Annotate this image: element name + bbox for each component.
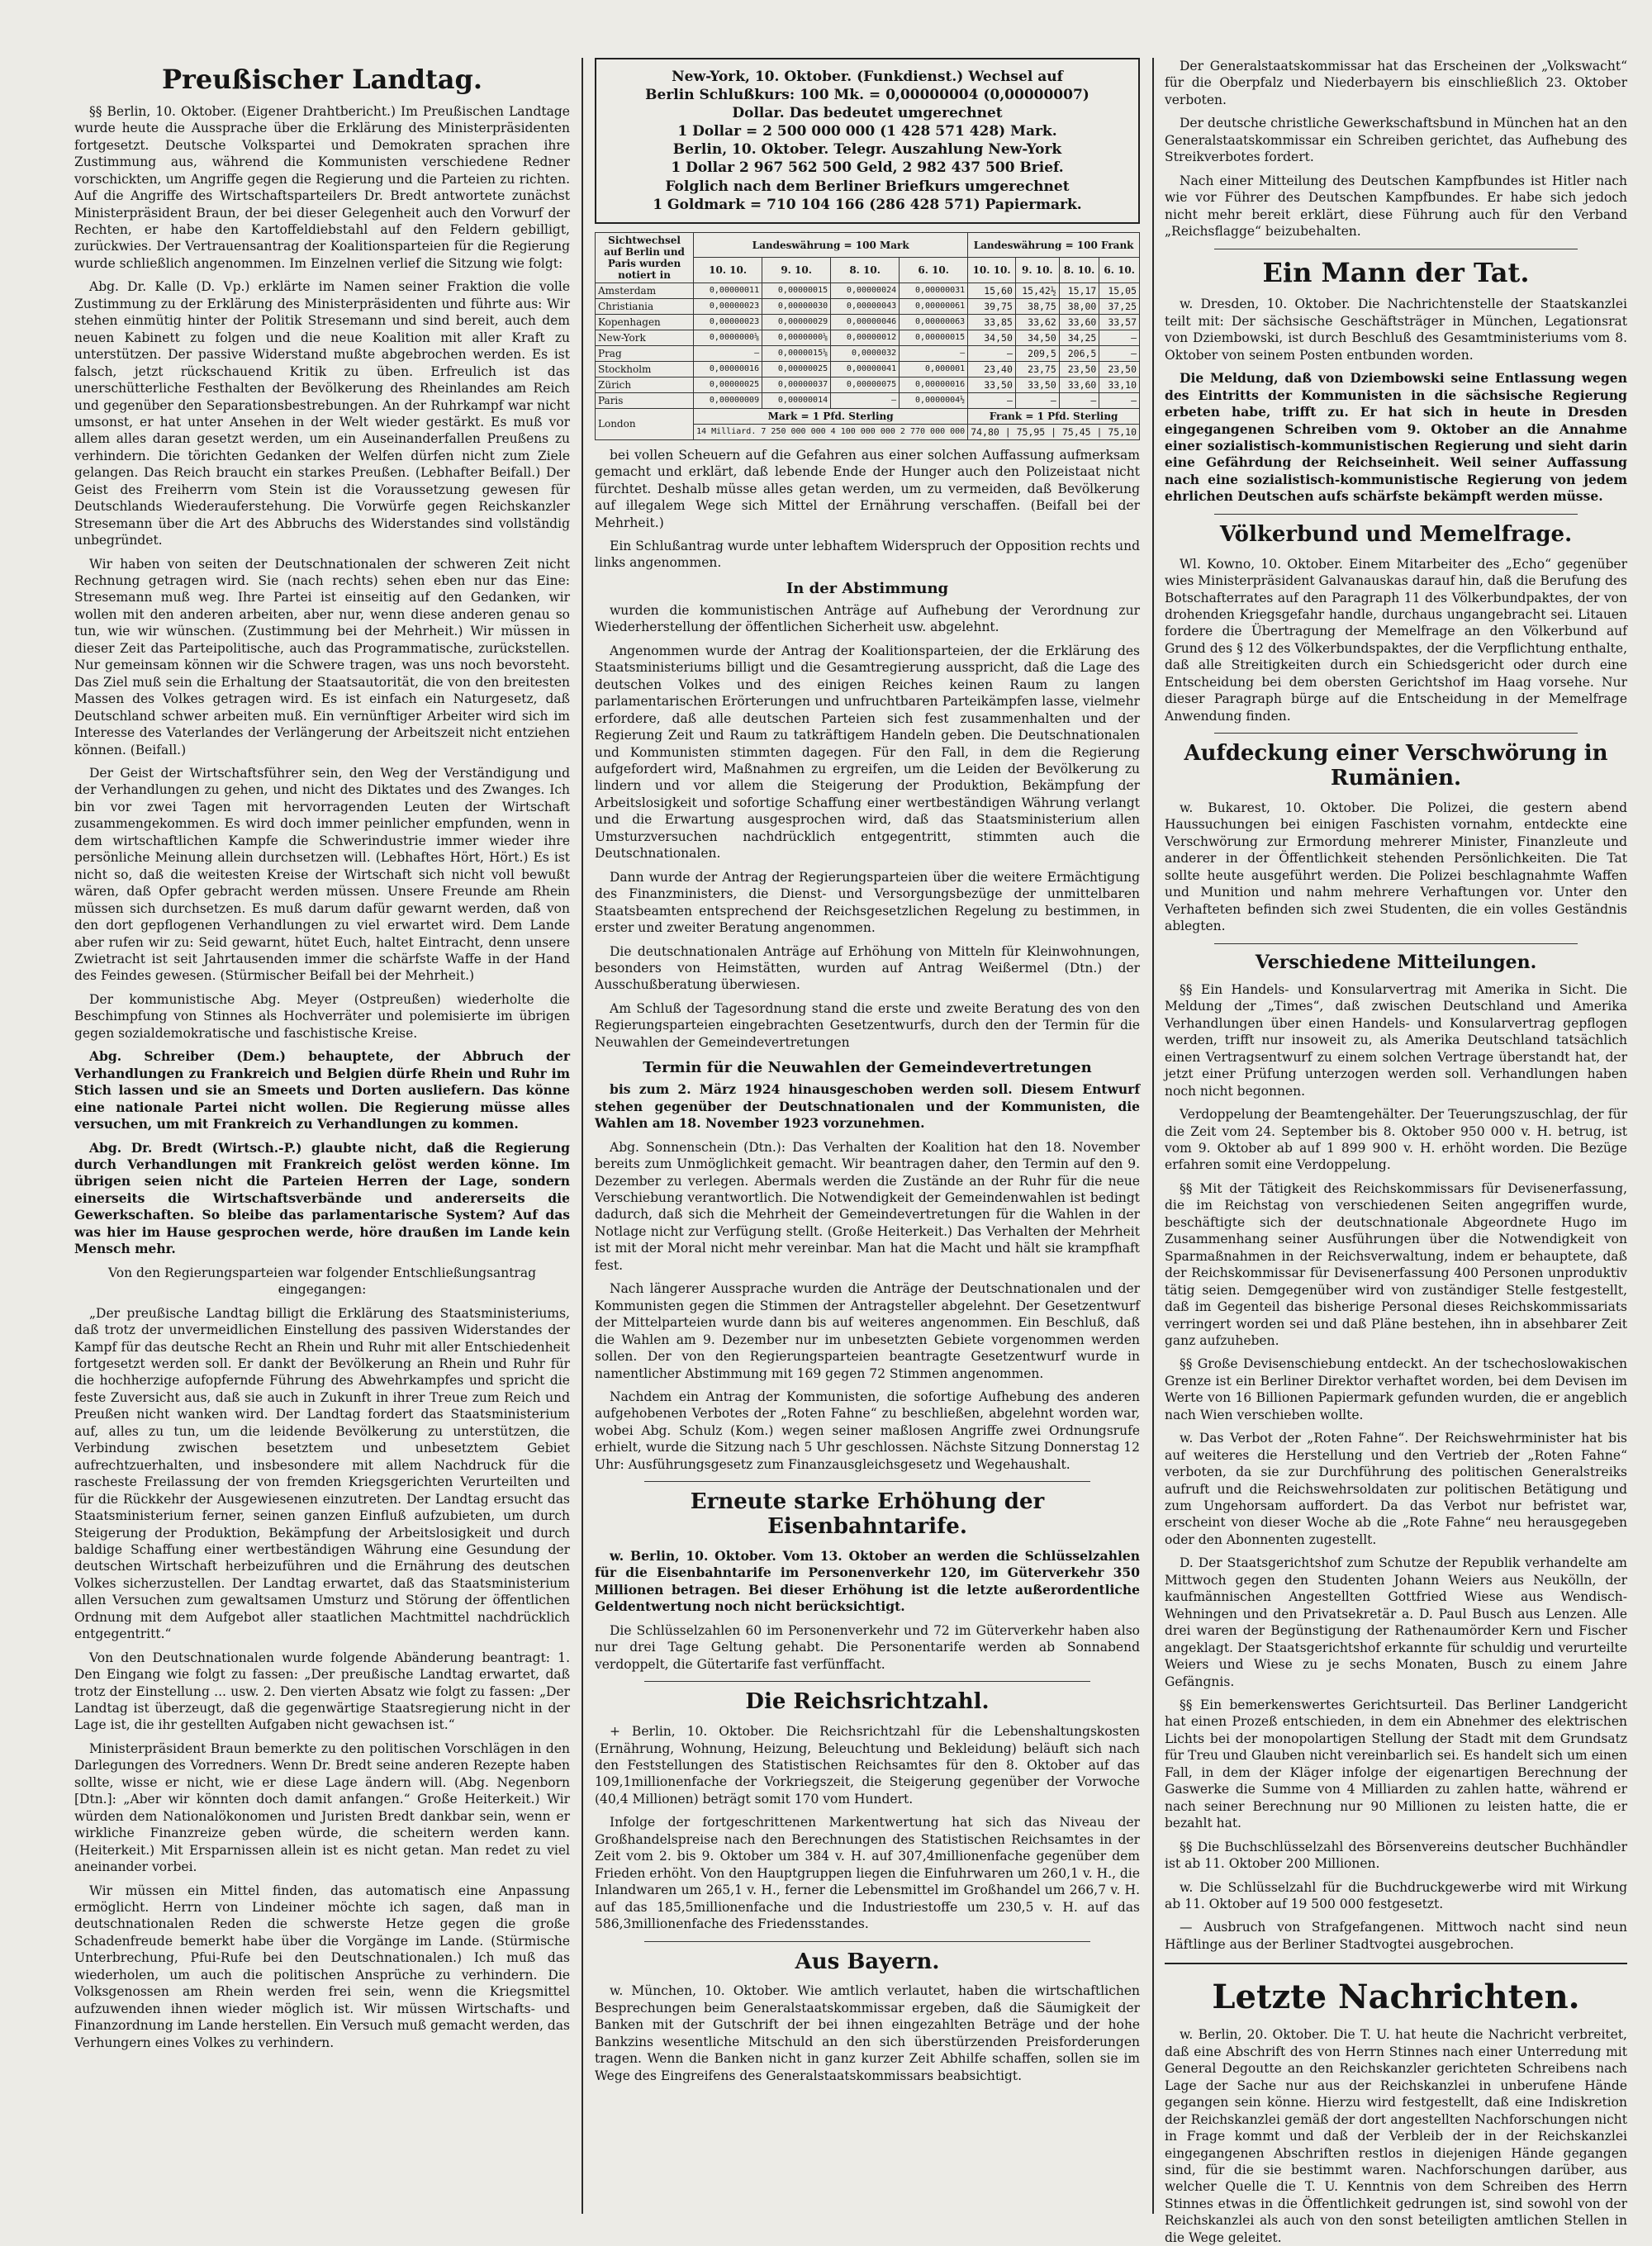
article-paragraph: Abg. Schreiber (Dem.) behauptete, der Abbruch der Verhandlungen zu Frankreich und Belgien dürfe Rhein und Ruhr im Stich lassen und sie an Smeets und Dorten ausliefern. Das könne eine nationale Partei nicht wollen. Die Regierung müsse alles versuchen, um mit Frankreich zu Verhandlungen zu kommen. <box>74 1048 570 1132</box>
article-paragraph: bei vollen Scheuern auf die Gefahren aus einer solchen Auffassung aufmerksam gemacht und erklärt, daß lebende Ende der Hunger auch den Polizeistaat nicht fürchtet. Deshalb müsse alles getan werden, um zu vermeiden, daß Bevölkerung auf illegalem Wege sich Mittel der Ernährung verschaffen. (Beifall bei der Mehrheit.) <box>595 447 1140 530</box>
date-header: 8. 10. <box>1059 258 1099 283</box>
column-rule <box>1152 58 1154 2214</box>
table-cell: 0,0000015⅛ <box>762 345 831 361</box>
table-cell: 38,00 <box>1059 298 1099 314</box>
article-paragraph: Nach längerer Aussprache wurden die Anträge der Deutschnationalen und der Kommunisten gegen die Stimmen der Antragsteller abgelehnt. Der Gesetzentwurf der Mittelparteien wurde dann bis auf weiteres angenommen. Ein Beschluß, daß die Wahlen am 9. Dezember nur im unbesetzten Gebiete vorgenommen werden sollen. Der von den Regierungsparteien beantragte Gesetzentwurf wurde in namentlicher Abstimmung mit 169 gegen 72 Stimmen angenommen. <box>595 1281 1140 1381</box>
table-header: Mark = 1 Pfd. Sterling <box>694 408 968 424</box>
table-cell: — <box>1099 330 1140 345</box>
table-header: Frank = 1 Pfd. Sterling <box>968 408 1140 424</box>
table-cell: 15,60 <box>968 283 1016 298</box>
headline-verschwoerung-rumaenien: Aufdeckung einer Verschwörung in Rumänien. <box>1184 741 1608 791</box>
divider <box>644 1681 1090 1682</box>
headline-verschiedene-mitteilungen: Verschiedene Mitteilungen. <box>1255 951 1537 973</box>
article-paragraph: Abg. Sonnenschein (Dtn.): Das Verhalten der Koalition hat den 18. November bereits zum Unmöglichkeit gemacht. Wir beantragen daher, den Termin auf den 9. Dezember zu verlegen. Abermals werden die Zustände an der Ruhr für die neue Verschiebung verantwortlich. Die Notwendigkeit der Gemeindenwahlen ist bedingt dadurch, daß sich die Mehrheit der Gemeindevertretungen für die Wahlen in der Notlage nicht zur Verfügung stellt. (Große Heiterkeit.) Das Verhalten der Mehrheit ist mit der Moral nicht mehr vereinbar. Man hat die Macht und hält sie krampfhaft fest. <box>595 1139 1140 1273</box>
table-cell: 33,50 <box>1015 377 1059 392</box>
article-paragraph: w. Das Verbot der „Roten Fahne“. Der Reichswehrminister hat bis auf weiteres die Herstellung und den Vertrieb der „Roten Fahne“ verboten, da sie zur Durchführung des politischen Generalstreiks aufruft und die Reichswehrsoldaten zur politischen Betätigung und zum Ungehorsam auffordert. Da das Verbot nur befristet war, erscheint von dieser Woche ab die „Rote Fahne“ neu herausgegeben oder den Abonnenten zugestellt. <box>1165 1431 1627 1547</box>
article-paragraph: — Ausbruch von Strafgefangenen. Mittwoch nacht sind neun Häftlinge aus der Berliner Stadtvogtei ausgebrochen. <box>1165 1920 1627 1952</box>
table-cell: 0,00000063 <box>900 314 968 330</box>
table-cell: 23,40 <box>968 361 1016 377</box>
date-header: 10. 10. <box>968 258 1016 283</box>
article-paragraph: §§ Große Devisenschiebung entdeckt. An der tschechoslowakischen Grenze ist ein Berliner Direktor verhaftet worden, bei dem Devisen im Werte von 16 Billionen Papiermark gefunden wurden, die er angeblich nach Wien verschieben wollte. <box>1165 1356 1627 1422</box>
column-rule <box>582 58 583 2214</box>
table-cell: 34,25 <box>1059 330 1099 345</box>
table-cell: 0,00000012 <box>831 330 900 345</box>
table-cell: 38,75 <box>1015 298 1059 314</box>
subheading: Termin für die Neuwahlen der Gemeindevertretungen <box>643 1059 1092 1077</box>
article-paragraph: w. Dresden, 10. Oktober. Die Nachrichtenstelle der Staatskanzlei teilt mit: Der sächsische Geschäftsträger in München, Legationsrat von Dziembowski, ist durch Beschluß des Gesamtministeriums vom 8. Oktober von seinem Posten entbunden worden. <box>1165 297 1627 363</box>
table-cell: — <box>1015 392 1059 408</box>
box-line: Folglich nach dem Berliner Briefkurs umgerechnet <box>665 178 1070 195</box>
article-paragraph: D. Der Staatsgerichtshof zum Schutze der Republik verhandelte am Mittwoch gegen den Studenten Johann Weiers aus Neukölln, der kaufmännischen Angestellten Gottfried Wiese aus Wendisch-Wehningen und den Privatsekretär a. D. Paul Busch aus Lenzen. Alle drei waren der Begünstigung der Rathenaumörder Kern und Fischer angeklagt. Der Staatsgerichtshof erkannte für schuldig und verurteilte Weiers und Wiese zu je sechs Monaten, Busch zu einem Jahre Gefängnis. <box>1165 1555 1627 1689</box>
article-paragraph: Verdoppelung der Beamtengehälter. Der Teuerungszuschlag, der für die Zeit vom 24. September bis 8. Oktober 950 000 v. H. betrug, ist vom 9. Oktober ab auf 1 899 900 v. H. erhöht worden. Die Bezüge erfahren somit eine Verdoppelung. <box>1165 1107 1627 1173</box>
article-paragraph: w. Berlin, 10. Oktober. Vom 13. Oktober an werden die Schlüsselzahlen für die Eisenbahntarife im Personenverkehr 120, im Güterverkehr 350 Millionen betragen. Bei dieser Erhöhung ist die letzte außerordentliche Geldentwertung noch nicht berücksichtigt. <box>595 1548 1140 1615</box>
table-cell: 0,00000023 <box>694 298 762 314</box>
headline-aus-bayern: Aus Bayern. <box>795 1949 940 1974</box>
article-paragraph: Infolge der fortgeschrittenen Markentwertung hat sich das Niveau der Großhandelspreise nach den Berechnungen des Statistischen Reichsamtes in der Zeit vom 2. bis 9. Oktober um 384 v. H. auf 307,4millionenfache gegenüber dem Frieden erhöht. Von den Hauptgruppen liegen die Einfuhrwaren um 260,1 v. H., die Inlandwaren um 265,1 v. H., ferner die Lebensmittel im Großhandel um 266,7 v. H. auf das 185,5millionenfache und die Industriestoffe um 230,5 v. H. auf das 586,3millionenfache des Friedensstandes. <box>595 1815 1140 1932</box>
article-paragraph: Wir müssen ein Mittel finden, das automatisch eine Anpassung ermöglicht. Herrn von Lindeiner möchte ich sagen, daß man in deutschnationalen Reden die schwerste Hetze gegen die große Schadenfreude bemerkt habe über die Vorgänge im Lande. (Stürmische Unterbrechung, Pfui-Rufe bei den Deutschnationalen.) Ich muß das wiederholen, um auch die politischen Ansprüche zu verhindern. Die Volksgenossen am Rhein werden frei sein, wenn die Kriegsmittel aufzuwenden ihnen wieder möglich ist. Wir müssen Wirtschafts- und Finanzordnung im Lande herstellen. Ein Versuch muß gemacht werden, das Verhungern eines Volkes zu verhindern. <box>74 1883 570 2050</box>
article-paragraph: Abg. Dr. Bredt (Wirtsch.-P.) glaubte nicht, daß die Regierung durch Verhandlungen mit Frankreich gelöst werden könne. Im übrigen seien nicht die Parteien Herren der Lage, sondern einerseits die Wirtschaftsverbände und andererseits die Gewerkschaften. So bleibe das parlamentarische System? Auf das was hier im Hause gesprochen werde, höre draußen im Lande kein Mensch mehr. <box>74 1139 570 1257</box>
table-cell: 0,00000015 <box>900 330 968 345</box>
article-paragraph: Angenommen wurde der Antrag der Koalitionsparteien, der die Erklärung des Staatsministeriums billigt und die Gesamtregierung ausspricht, daß die Lage des deutschen Volkes und des einigen Reiches keinen Raum zu langen parlamentarischen Erörterungen und unfruchtbaren Parteikämpfen lasse, vielmehr erfordere, daß alle deutschen Parteien sich fest zusammenhalten und der Regierung Zeit und Raum zu tatkräftigem Handeln geben. Die Deutschnationalen und Kommunisten stimmten dagegen. Für den Fall, in dem die Regierung aufgefordert wird, Maßnahmen zu ergreifen, um die Leiden der Bevölkerung zu lindern und vor allem die Steigerung der Produktion, Bekämpfung der Arbeitslosigkeit und sofortige Schaffung einer wertbeständigen Währung verlangt und die Erwartung ausgesprochen wird, daß das Staatsministerium allen Umsturzversuchen nachdrücklich entgegentritt, stimmten auch die Deutschnationalen. <box>595 643 1140 862</box>
box-line: 1 Dollar 2 967 562 500 Geld, 2 982 437 500 Brief. <box>671 159 1064 177</box>
table-cell: Prag <box>596 345 694 361</box>
box-line: 1 Dollar = 2 500 000 000 (1 428 571 428) Mark. <box>677 123 1057 140</box>
divider <box>1214 733 1578 734</box>
exchange-rate-box <box>595 58 1140 224</box>
table-cell: New-York <box>596 330 694 345</box>
date-header: 6. 10. <box>1099 258 1140 283</box>
table-cell: 33,60 <box>1059 377 1099 392</box>
table-cell: 33,62 <box>1015 314 1059 330</box>
table-cell: 33,10 <box>1099 377 1140 392</box>
table-cell: Amsterdam <box>596 283 694 298</box>
table-cell: 0,00000046 <box>831 314 900 330</box>
table-cell: 0,00000024 <box>831 283 900 298</box>
article-paragraph: Von den Regierungsparteien war folgender Entschließungsantrag eingegangen: <box>107 1265 536 1298</box>
article-paragraph: Der Geist der Wirtschaftsführer sein, den Weg der Verständigung und der Verhandlungen zu gehen, und nicht des Diktates und des Zwanges. Ich bin vor zwei Tagen mit hervorragenden Leuten der Wirtschaft zusammengekommen. Es wird doch immer peinlicher empfunden, wenn in dem wirtschaftlichen Kampfe die Schwerindustrie immer wieder ihre persönliche Meinung allein durchsetzen will. (Lebhaftes Hört, Hört.) Es ist nicht so, daß die weitesten Kreise der Wirtschaft sich nicht voll bewußt wären, daß Opfer gebracht werden müssen. Unsere Freunde am Rhein müssen sich durchsetzen. Es muß darum dafür gewarnt werden, daß von den dort gepflogenen Verhandlungen zu viel erwartet wird. Dem Lande aber rufen wir zu: Seid gewarnt, hütet Euch, haltet Eintracht, denn unsere Zwietracht ist seit Jahrtausenden immer die schärfste Waffe in der Hand des Feindes gewesen. (Stürmischer Beifall bei der Mehrheit.) <box>74 766 570 984</box>
table-cell: 34,50 <box>1015 330 1059 345</box>
table-row <box>596 361 1140 377</box>
table-header: Sichtwechsel auf Berlin und Paris wurden notiert in <box>596 232 694 283</box>
column-2 <box>595 58 1140 2214</box>
table-cell: 0,00000011 <box>694 283 762 298</box>
table-cell: 33,60 <box>1059 314 1099 330</box>
table-cell: 15,05 <box>1099 283 1140 298</box>
table-cell: — <box>968 345 1016 361</box>
article-paragraph: Ministerpräsident Braun bemerkte zu den politischen Vorschlägen in den Darlegungen des Vorredners. Wenn Dr. Bredt seine anderen Rezepte haben sollte, wisse er nicht, wie er diese Lage ändern will. (Abg. Negenborn [Dtn.]: „Aber wir könnten doch damit anfangen.“ Große Heiterkeit.) Wir würden dem Nationalökonomen und Juristen Bredt dankbar sein, wenn er wirkliche Finanzreize geben würde, die scheitern werden kann. (Heiterkeit.) Mit Ersparnissen allein ist es nicht getan. Man redet zu viel aneinander vorbei. <box>74 1740 570 1875</box>
date-header: 10. 10. <box>694 258 762 283</box>
article-paragraph: Der Generalstaatskommissar hat das Erscheinen der „Volkswacht“ für die Oberpfalz und Niederbayern bis einschließlich 23. Oktober verboten. <box>1165 59 1627 107</box>
article-paragraph: §§ Berlin, 10. Oktober. (Eigener Drahtbericht.) Im Preußischen Landtage wurde heute die Aussprache über die Erklärung des Ministerpräsidenten fortgesetzt. Deutsche Volkspartei und Demokraten sprachen ihre Zustimmung aus, während die Kommunisten verschiedene Redner vorschickten, um Angriffe gegen die Regierung und die Parteien zu richten. Auf die Angriffe des Wirtschaftsparteilers Dr. Bredt antwortete zunächst Ministerpräsident Braun, der bei dieser Gelegenheit auch den Vorwurf der Rechten, er habe den Kartoffeldiebstahl auf den Feldern gebilligt, zurückwies. Der Vertrauensantrag der Koalitionsparteien für die Regierung wurde schließlich angenommen. Im Einzelnen verlief die Sitzung wie folgt: <box>74 103 570 271</box>
column-3 <box>1165 58 1627 2245</box>
table-cell: Kopenhagen <box>596 314 694 330</box>
divider <box>644 1481 1090 1482</box>
article-paragraph: Ein Schlußantrag wurde unter lebhaftem Widerspruch der Opposition rechts und links angenommen. <box>595 539 1140 571</box>
table-cell: 0,00000025 <box>762 361 831 377</box>
table-cell: Christiania <box>596 298 694 314</box>
divider <box>1214 943 1578 944</box>
headline-voelkerbund: Völkerbund und Memelfrage. <box>1219 521 1573 547</box>
table-cell: 0,0000000⅛ <box>762 330 831 345</box>
table-cell: 206,5 <box>1059 345 1099 361</box>
table-cell: 0,00000014 <box>762 392 831 408</box>
table-cell: Zürich <box>596 377 694 392</box>
table-cell: 0,00000029 <box>762 314 831 330</box>
article-paragraph: Der kommunistische Abg. Meyer (Ostpreußen) wiederholte die Beschimpfung von Stinnes als Hochverräter und polemisierte im übrigen gegen sozialdemokratische und faschistische Kreise. <box>74 991 570 1041</box>
table-cell: 0,00000016 <box>900 377 968 392</box>
article-paragraph: w. Die Schlüsselzahl für die Buchdruckgewerbe wird mit Wirkung ab 11. Oktober auf 19 500 000 festgesetzt. <box>1165 1879 1627 1911</box>
table-row <box>596 392 1140 408</box>
article-paragraph: + Berlin, 10. Oktober. Die Reichsrichtzahl für die Lebenshaltungskosten (Ernährung, Wohnung, Heizung, Beleuchtung und Bekleidung) beläuft sich nach den Feststellungen des Statistischen Reichsamtes für den 8. Oktober auf das 109,1millionenfache der Vorkriegszeit, die Steigerung gegenüber der Vorwoche (40,4 Millionen) beträgt somit 170 vom Hundert. <box>595 1724 1140 1807</box>
article-paragraph: w. München, 10. Oktober. Wie amtlich verlautet, haben die wirtschaftlichen Besprechungen beim Generalstaatskommissar ergeben, daß die Säumigkeit der Banken mit der Gutschrift der bei ihnen eingezahlten Beträge und der hohe Bankzins wesentliche Mitschuld an den sich überstürzenden Preisforderungen tragen. Wenn die Banken nicht in ganz kurzer Zeit Abhilfe schaffen, sollen sie im Wege des Eingreifens des Generalstaatskommissars beabsichtigt. <box>595 1983 1140 2083</box>
table-cell: 0,00000015 <box>762 283 831 298</box>
table-cell: 0,00000025 <box>694 377 762 392</box>
article-paragraph: Nachdem ein Antrag der Kommunisten, die sofortige Aufhebung des anderen aufgehobenen Verbotes der „Roten Fahne“ zu beschließen, abgelehnt worden war, wobei Abg. Schulz (Kom.) wegen seiner maßlosen Angriffe zwei Ordnungsrufe erhielt, wurde die Sitzung nach 5 Uhr geschlossen. Nächste Sitzung Donnerstag 12 Uhr: Ausführungsgesetz zum Finanzausgleichsgesetz und Wegehaushalt. <box>595 1389 1140 1472</box>
date-header: 9. 10. <box>762 258 831 283</box>
table-cell: 15,42½ <box>1015 283 1059 298</box>
box-line: 1 Goldmark = 710 104 166 (286 428 571) Papiermark. <box>653 196 1082 213</box>
article-paragraph: „Der preußische Landtag billigt die Erklärung des Staatsministeriums, daß trotz der unvermeidlichen Einstellung des passiven Widerstandes der Kampf für das deutsche Recht an Rhein und Ruhr mit aller Entschiedenheit fortgesetzt werden soll. Er dankt der Bevölkerung an Rhein und Ruhr für die hochherzige aufopfernde Führung des Abwehrkampfes und spricht die feste Zuversicht aus, daß sie auch in Zukunft in ihrer Treue zum Reich und Preußen nicht wanken wird. Der Landtag fordert das Staatsministerium auf, alles zu tun, um die leidende Bevölkerung zu unterstützen, die Verbindung zwischen besetztem und unbesetztem Gebiet aufrechtzuerhalten, und insbesondere mit allem Nachdruck für die rascheste Freilassung der von fremden Kriegsgerichten Verurteilten und für die Rückkehr der Ausgewiesenen einzutreten. Der Landtag ersucht das Staatsministerium ferner, seinen ganzen Einfluß aufzubieten, um durch Steigerung der Produktion, Bekämpfung der Arbeitslosigkeit und durch baldige Schaffung einer wertbeständigen Währung eine Gesundung der deutschen Wirtschaft herbeizuführen und die Ernährung des deutschen Volkes sicherzustellen. Der Landtag erwartet, daß das Staatsministerium allen Versuchen zum gewaltsamen Umsturz und Störung der öffentlichen Ordnung mit dem Aufgebot aller staatlichen Machtmittel nachdrücklich entgegentritt.“ <box>74 1305 570 1642</box>
table-cell: 0,00000075 <box>831 377 900 392</box>
box-line: Berlin, 10. Oktober. Telegr. Auszahlung New-York <box>672 141 1062 159</box>
table-body <box>596 283 1140 408</box>
article-paragraph: wurden die kommunistischen Anträge auf Aufhebung der Verordnung zur Wiederherstellung der öffentlichen Sicherheit usw. abgelehnt. <box>595 602 1140 635</box>
table-cell: 0,00000023 <box>694 314 762 330</box>
box-line: New-York, 10. Oktober. (Funkdienst.) Wechsel auf <box>672 69 1063 85</box>
table-cell: 37,25 <box>1099 298 1140 314</box>
table-row <box>596 377 1140 392</box>
table-cell: — <box>900 345 968 361</box>
table-cell: Paris <box>596 392 694 408</box>
divider <box>644 1941 1090 1942</box>
headline-mann-der-tat: Ein Mann der Tat. <box>1262 256 1530 288</box>
headline-reichsrichtzahl: Die Reichsrichtzahl. <box>745 1689 990 1715</box>
table-row <box>596 330 1140 345</box>
table-cell: — <box>694 345 762 361</box>
table-cell: 23,75 <box>1015 361 1059 377</box>
table-cell: 0,00000030 <box>762 298 831 314</box>
article-paragraph: Von den Deutschnationalen wurde folgende Abänderung beantragt: 1. Den Eingang wie folgt zu fassen: „Der preußische Landtag erwartet, daß trotz der Einstellung ... usw. 2. Den vierten Absatz wie folgt zu fassen: „Der Landtag ist überzeugt, daß die gegenwärtige Staatsregierung nicht in der Lage ist, die ihr gestellten Aufgaben nicht gewachsen ist.“ <box>74 1650 570 1733</box>
table-cell: 0,00000041 <box>831 361 900 377</box>
table-cell: 0,0000032 <box>831 345 900 361</box>
table-cell: 34,50 <box>968 330 1016 345</box>
article-paragraph: Nach einer Mitteilung des Deutschen Kampfbundes ist Hitler nach wie vor Führer des Deutschen Kampfbundes. Er habe sich jedoch nicht mehr bereit erklärt, diese Führung auch für den Verband „Reichsflagge“ beizubehalten. <box>1165 173 1627 240</box>
table-cell: — <box>1059 392 1099 408</box>
article-paragraph: Der deutsche christliche Gewerkschaftsbund in München hat an den Generalstaatskommissar ein Schreiben gerichtet, das Aufhebung des Streikverbotes fordert. <box>1165 116 1627 165</box>
table-cell: — <box>831 392 900 408</box>
date-header: 6. 10. <box>900 258 968 283</box>
table-cell: 209,5 <box>1015 345 1059 361</box>
table-cell: Stockholm <box>596 361 694 377</box>
article-paragraph: Am Schluß der Tagesordnung stand die erste und zweite Beratung des von den Regierungsparteien eingebrachten Gesetzentwurfs, durch den der Termin für die Neuwahlen der Gemeindevertretungen <box>595 1000 1140 1050</box>
article-paragraph: Die Meldung, daß von Dziembowski seine Entlassung wegen des Eintritts der Kommunisten in die sächsische Regierung erbeten habe, trifft zu. Er hat sich in heute in Dresden eingegangenen Schreiben vom 9. Oktober an die Annahme einer sozialistisch-kommunistischen Regierung und sieht darin eine Gefährdung der Reichseinheit. Weil seiner Auffassung nach eine sozialistisch-kommunistische Regierung von jedem ehrlichen Deutschen aufs schärfste bekämpft werden müsse. <box>1165 370 1627 505</box>
article-paragraph: §§ Die Buchschlüsselzahl des Börsenvereins deutscher Buchhändler ist ab 11. Oktober 200 Millionen. <box>1165 1839 1627 1872</box>
table-cell: 74,80 | 75,95 | 75,45 | 75,10 <box>968 424 1140 439</box>
table-cell: 0,00000061 <box>900 298 968 314</box>
article-paragraph: §§ Ein Handels- und Konsularvertrag mit Amerika in Sicht. Die Meldung der „Times“, daß zwischen Deutschland und Amerika Verhandlungen über einen Handels- und Konsularvertrag gepflogen werden, trifft nur insoweit zu, als Amerika Deutschland tatsächlich einen Vertragsentwurf zu einem solchen Vertrage überstandt hat, der jetzt einer Prüfung unterzogen werden soll. Verhandlungen haben noch nicht begonnen. <box>1165 981 1627 1099</box>
article-paragraph: Wl. Kowno, 10. Oktober. Einem Mitarbeiter des „Echo“ gegenüber wies Ministerpräsident Galvanauskas darauf hin, daß die Berufung des Botschafterrates auf den Paragraph 11 des Völkerbundpaktes, der von drohenden Kriegsgefahr handle, durchaus ungangebracht sei. Litauen fordere die Übertragung der Memelfrage an den Völkerbund auf Grund des § 12 des Völkerbundspaktes, der die Verpflichtung enthalte, daß alle Streitigkeiten durch ein Schiedsgericht oder durch eine Entscheidung bei dem obersten Gerichtshof im Haag vorsehe. Nur dieser Paragraph bürge auf die Entscheidung in der Memelfrage Anwendung finden. <box>1165 556 1627 724</box>
article-paragraph: w. Berlin, 20. Oktober. Die T. U. hat heute die Nachricht verbreitet, daß eine Abschrift des von Herrn Stinnes nach einer Unterredung mit General Degoutte an den Reichskanzler gerichteten Schreibens nach Lage der Sache nur aus der Reichskanzlei in unberufene Hände gegangen sein könne. Hierzu wird festgestellt, daß eine Indiskretion der Reichskanzlei gemäß der dort angestellten Nachforschungen nicht in Frage kommt und daß der Verbleib der in der Reichskanzlei eingegangenen Abschriften restlos in diejenigen Hände gegangen sind, für die sie bestimmt waren. Nachforschungen darüber, aus welcher Quelle die T. U. Kenntnis von dem Schreiben des Herrn Stinnes etwas in die Öffentlichkeit gedrungen ist, sind sowohl von der Reichskanzlei als auch von den sonst beteiligten amtlichen Stellen in die Wege geleitet. <box>1165 2027 1627 2245</box>
headline-preussischer-landtag: Preußischer Landtag. <box>161 64 483 95</box>
column-1 <box>74 58 570 2214</box>
table-cell: London <box>596 408 694 439</box>
subheading: In der Abstimmung <box>786 579 949 597</box>
article-paragraph: Wir haben von seiten der Deutschnationalen der schweren Zeit nicht Rechnung getragen wird. Sie (nach rechts) sehen eben nur das Eine: Stresemann muß weg. Ihre Partei ist einseitig auf den Gedanken, wir wollen mit den anderen arbeiten, aber nur, wenn diese anderen genau so tun, wie wir wünschen. (Zustimmung bei der Mehrheit.) Wir müssen in dieser Zeit das Parteipolitische, auch das Programmatische, zurückstellen. Nur gemeinsam können wir die Schwere tragen, was uns noch bevorsteht. Das Ziel muß sein die Erhaltung der Staatsautorität, die von den breitesten Massen des Volkes getragen wird. Es ist einfach ein Naturgesetz, daß Deutschland schwer arbeiten muß. Ein vernünftiger Arbeiter wird sich im Interesse des Vaterlandes der Verlängerung der Arbeitszeit nicht entziehen können. (Beifall.) <box>74 556 570 757</box>
table-cell: 33,50 <box>968 377 1016 392</box>
article-paragraph: Die deutschnationalen Anträge auf Erhöhung von Mitteln für Kleinwohnungen, besonders von Heimstätten, wurden auf Antrag Weißermel (Dtn.) der Ausschußberatung überwiesen. <box>595 943 1140 993</box>
table-cell: 0,0000004½ <box>900 392 968 408</box>
table-cell: — <box>968 392 1016 408</box>
article-paragraph: §§ Mit der Tätigkeit des Reichskommissars für Devisenerfassung, die im Reichstag von verschiedenen Seiten angegriffen wurde, beschäftigte sich der deutschnationale Abgeordnete Hugo im Zusammenhang seiner Ausführungen über die Notwendigkeit von Sparmaßnahmen in der Reichsverwaltung, indem er behauptete, daß der Reichskommissar für Devisenerfassung 400 Personen unproduktiv tätig seien. Demgegenüber wird von zuständiger Stelle festgestellt, daß im Gegenteil das bisherige Personal dieses Reichskommissariats verringert worden sei und daß Pläne bestehen, ihn in absehbarer Zeit ganz aufzuheben. <box>1165 1180 1627 1348</box>
table-row <box>596 283 1140 298</box>
article-paragraph: Die Schlüsselzahlen 60 im Personenverkehr und 72 im Güterverkehr haben also nur drei Tage Geltung gehabt. Die Personentarife werden ab Sonnabend verdoppelt, die Gütertarife fast verfünffacht. <box>595 1622 1140 1672</box>
table-cell: 33,57 <box>1099 314 1140 330</box>
table-cell: 0,00000037 <box>762 377 831 392</box>
table-header: Landeswährung = 100 Mark <box>694 232 968 258</box>
divider <box>1214 514 1578 515</box>
table-cell: 23,50 <box>1099 361 1140 377</box>
article-paragraph: bis zum 2. März 1924 hinausgeschoben werden soll. Diesem Entwurf stehen gegenüber der Deutschnationalen und der Kommunisten, die Wahlen am 18. November 1923 vorzunehmen. <box>595 1081 1140 1132</box>
table-cell: — <box>1099 345 1140 361</box>
table-cell: 39,75 <box>968 298 1016 314</box>
table-cell: 0,00000031 <box>900 283 968 298</box>
table-row <box>596 345 1140 361</box>
table-cell: 0,0000000⅛ <box>694 330 762 345</box>
article-paragraph: w. Bukarest, 10. Oktober. Die Polizei, die gestern abend Haussuchungen bei einigen Faschisten vornahm, entdeckte eine Verschwörung zur Ermordung mehrerer Minister, Finanzleute und anderer in der Öffentlichkeit stehenden Persönlichkeiten. Die Tat sollte heute ausgeführt werden. Die Polizei beschlagnahmte Waffen und Munition und nahm mehrere Verhaftungen vor. Unter den Verhafteten befinden sich zwei Studenten, die ein volles Geständnis ablegten. <box>1165 800 1627 934</box>
headline-letzte-nachrichten: Letzte Nachrichten. <box>1212 1978 1580 2017</box>
headline-eisenbahntarife: Erneute starke Erhöhung der Eisenbahntarife. <box>690 1489 1045 1540</box>
box-line: Berlin Schlußkurs: 100 Mk. = 0,00000004 (0,00000007) <box>645 87 1089 104</box>
table-cell: 23,50 <box>1059 361 1099 377</box>
table-row <box>596 314 1140 330</box>
table-cell: 15,17 <box>1059 283 1099 298</box>
article-paragraph: Dann wurde der Antrag der Regierungsparteien über die weitere Ermächtigung des Finanzministers, die Dienst- und Versorgungsbezüge der unmittelbaren Staatsbeamten entsprechend der Reichsgesetzlichen Regelung zu bestimmen, in erster und zweiter Beratung angenommen. <box>595 869 1140 936</box>
newspaper-page <box>74 58 1627 2245</box>
table-cell: 0,000001 <box>900 361 968 377</box>
article-paragraph: Abg. Dr. Kalle (D. Vp.) erklärte im Namen seiner Fraktion die volle Zustimmung zu der Erklärung des Ministerpräsidenten und führte aus: Wir stehen einmütig hinter der Politik Stresemann und sind bereit, auch dem neuen Kabinett zu folgen und die neue Koalition mit aller Kraft zu unterstützen. Der passive Widerstand mußte abgebrochen werden. Es ist falsch, jetzt rückschauend Kritik zu üben. Erfreulich ist das unerschütterliche Festhalten der Bevölkerung des Rheinlandes am Reich und gegenüber den Separationsbestrebungen. An der Ruhrkampf war nicht umsonst, er hat unter Ansehen in der Welt wieder gestärkt. Es muß vor allem alles daran gesetzt werden, um ein Auseinanderfallen Preußens zu verhindern. Die törichten Gedanken der Welfen dürfen nicht zum Ziele gelangen. Das Reich braucht ein starkes Preußen. (Lebhafter Beifall.) Der Geist des Freiherrn vom Stein ist die Voraussetzung gewesen für Deutschlands Wiederauferstehung. Die Vorwürfe gegen Reichskanzler Stresemann über die Art des Abbruchs des Widerstandes sind vollständig unbegründet. <box>74 279 570 548</box>
table-cell: 0,00000016 <box>694 361 762 377</box>
divider <box>1165 1963 1627 1964</box>
table-row <box>596 298 1140 314</box>
table-cell: 0,00000043 <box>831 298 900 314</box>
box-line: Dollar. Das bedeutet umgerechnet <box>732 105 1003 122</box>
table-cell: 0,00000009 <box>694 392 762 408</box>
article-paragraph: §§ Ein bemerkenswertes Gerichtsurteil. Das Berliner Landgericht hat einen Prozeß entschieden, in dem ein Abnehmer des elektrischen Lichts bei der monopolartigen Stellung der Stadt mit dem Grundsatz für Treu und Glauben nicht vereinbarlich sei. Es handelt sich um einen Fall, in dem der Kläger infolge der eigenartigen Berechnung der Gaswerke die Summe von 4 Milliarden zu zahlen hatte, während er nach seiner Berechnung nur 90 Millionen zu leisten hatte, die er bezahlt hat. <box>1165 1698 1627 1831</box>
date-header: 9. 10. <box>1015 258 1059 283</box>
table-header: Landeswährung = 100 Frank <box>968 232 1140 258</box>
date-header: 8. 10. <box>831 258 900 283</box>
table-cell: 14 Milliard. 7 250 000 000 4 100 000 000 2 770 000 000 <box>694 424 968 439</box>
table-cell: 33,85 <box>968 314 1016 330</box>
table-cell: — <box>1099 392 1140 408</box>
exchange-table <box>595 232 1140 440</box>
